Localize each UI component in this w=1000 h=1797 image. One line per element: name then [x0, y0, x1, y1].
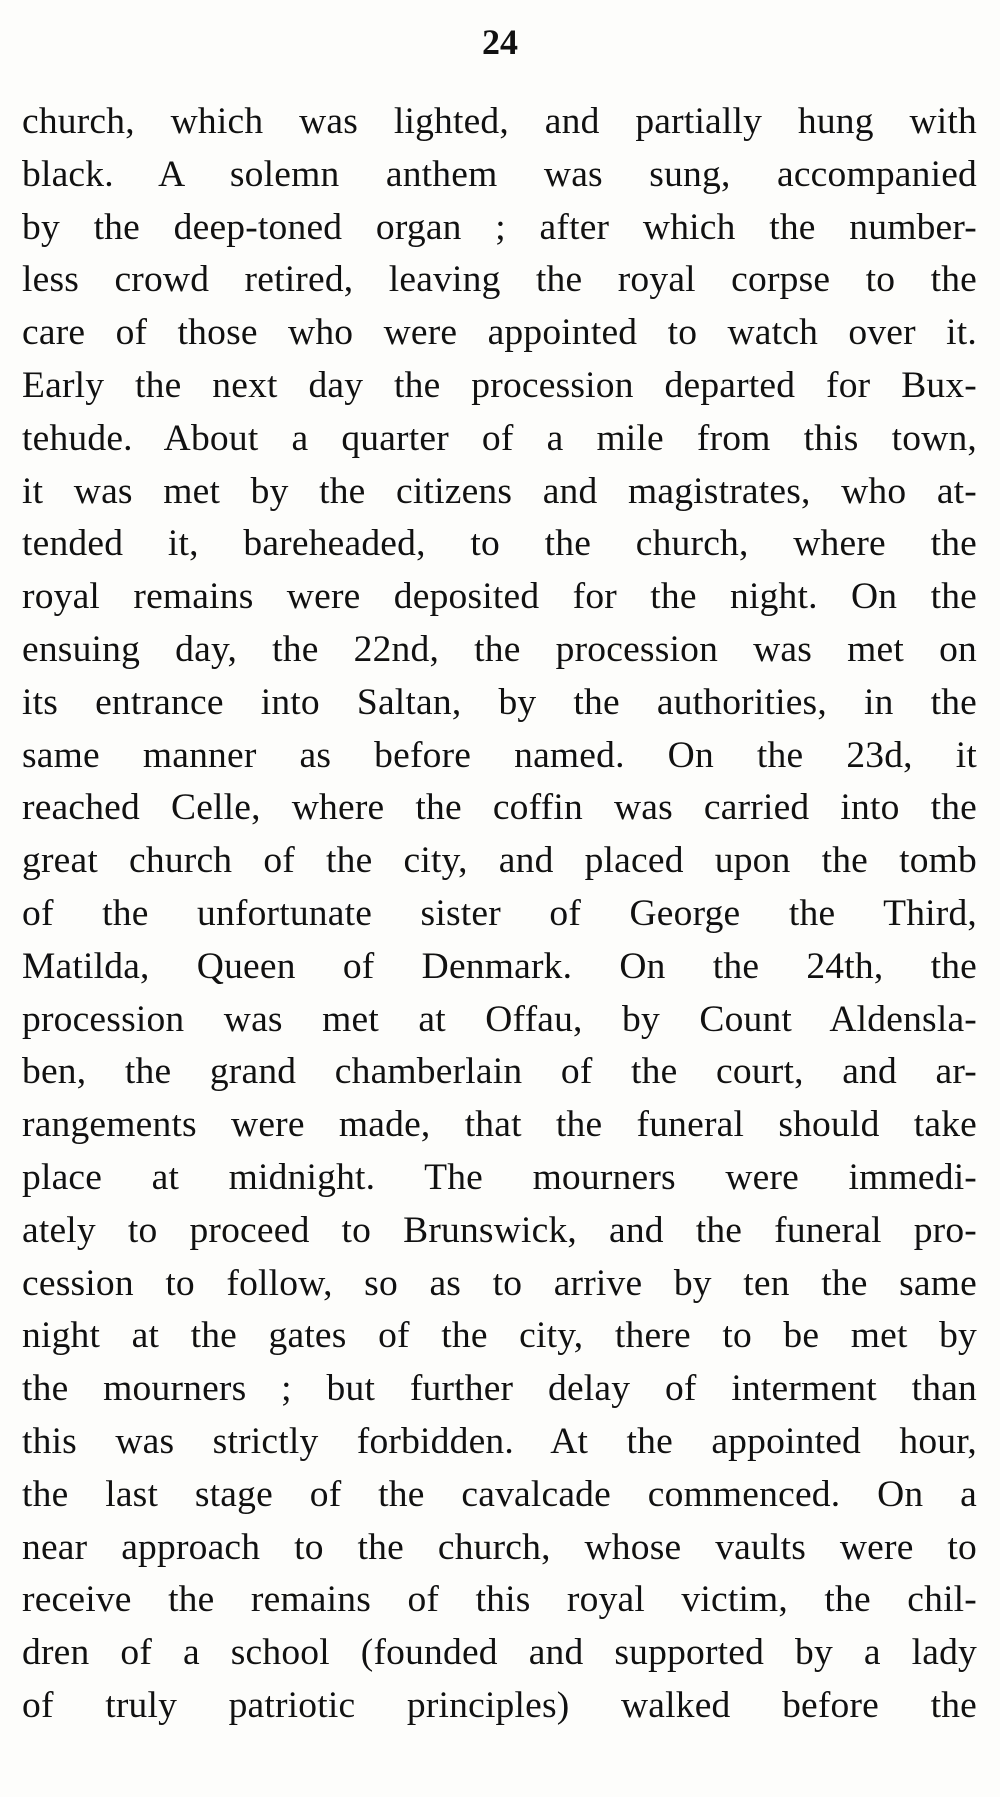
text-line: tehude. About a quarter of a mile from this town, — [22, 417, 977, 459]
text-line: royal remains were deposited for the night. On the — [22, 576, 977, 618]
text-line: of truly patriotic principles) walked before the — [22, 1684, 977, 1726]
text-line: the mourners ; but further delay of interment than — [22, 1368, 977, 1410]
text-line: same manner as before named. On the 23d, it — [22, 734, 977, 776]
text-line: black. A solemn anthem was sung, accompanied — [22, 153, 977, 195]
text-line: this was strictly forbidden. At the appointed hour, — [22, 1420, 977, 1462]
body-text — [22, 96, 977, 1733]
text-line: procession was met at Offau, by Count Aldensla- — [22, 998, 977, 1040]
text-line: rangements were made, that the funeral should take — [22, 1104, 977, 1146]
text-line: dren of a school (founded and supported by a lady — [22, 1632, 977, 1674]
text-line: place at midnight. The mourners were immedi- — [22, 1156, 977, 1198]
text-line: great church of the city, and placed upon the tomb — [22, 840, 977, 882]
text-line: reached Celle, where the coffin was carried into the — [22, 787, 977, 829]
text-line: Matilda, Queen of Denmark. On the 24th, the — [22, 945, 977, 987]
text-line: cession to follow, so as to arrive by ten the same — [22, 1262, 977, 1304]
text-line: church, which was lighted, and partially hung with — [22, 101, 977, 142]
text-line: ately to proceed to Brunswick, and the funeral pro- — [22, 1209, 977, 1251]
text-line: it was met by the citizens and magistrates, who at- — [22, 470, 977, 512]
text-line: night at the gates of the city, there to be met by — [22, 1315, 977, 1357]
text-line: less crowd retired, leaving the royal corpse to the — [22, 259, 977, 301]
text-line: Early the next day the procession departed for Bux- — [22, 364, 977, 406]
page-number: 24 — [482, 22, 518, 62]
text-line: receive the remains of this royal victim, the chil- — [22, 1579, 977, 1621]
text-line: near approach to the church, whose vaults were to — [22, 1526, 977, 1568]
text-line: of the unfortunate sister of George the Third, — [22, 892, 977, 934]
text-line: tended it, bareheaded, to the church, where the — [22, 523, 977, 565]
text-line: by the deep-toned organ ; after which the number- — [22, 206, 977, 248]
text-line: the last stage of the cavalcade commenced. On a — [22, 1473, 977, 1515]
text-line: care of those who were appointed to watch over it. — [22, 312, 977, 354]
text-line: ben, the grand chamberlain of the court, and ar- — [22, 1051, 977, 1093]
text-line: ensuing day, the 22nd, the procession was met on — [22, 628, 977, 670]
text-line: its entrance into Saltan, by the authorities, in the — [22, 681, 977, 723]
